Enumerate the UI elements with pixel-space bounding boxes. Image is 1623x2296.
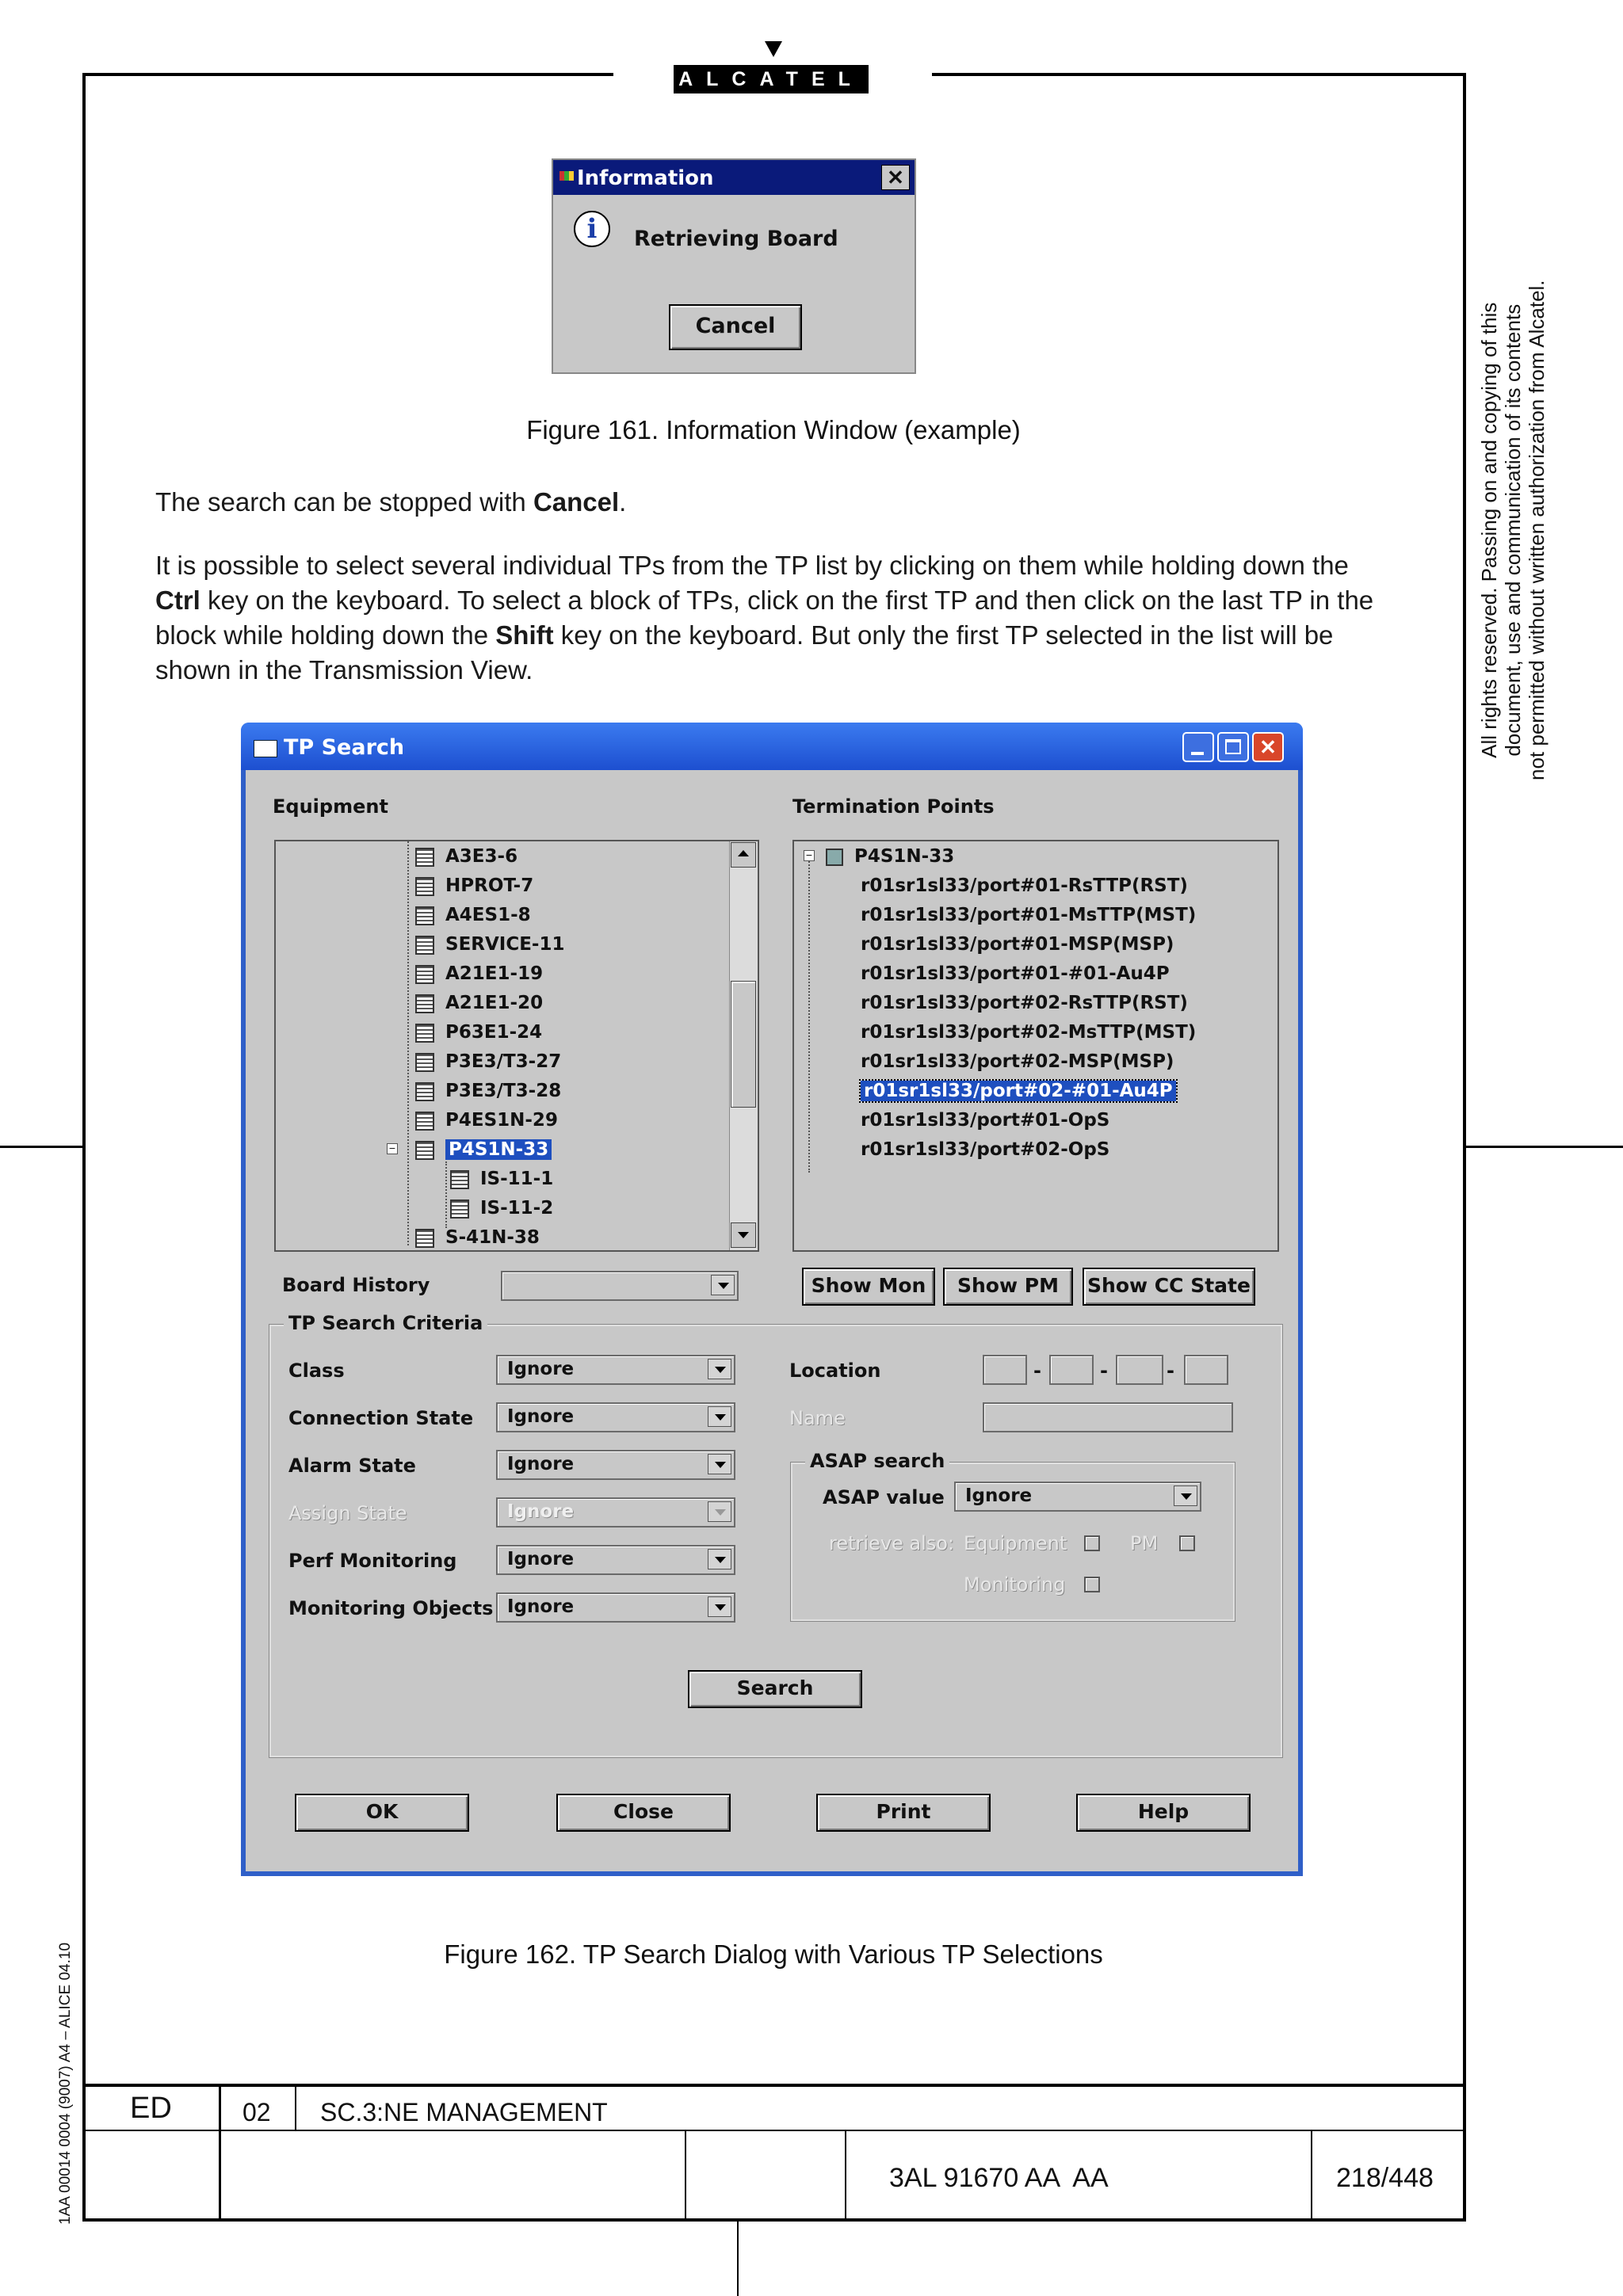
name-field [983,1402,1233,1432]
chevron-down-icon [708,1596,731,1617]
close-icon[interactable]: ✕ [1252,732,1284,762]
chevron-down-icon [708,1359,731,1379]
tp-item[interactable]: r01sr1sl33/port#01-MSP(MSP) [861,934,1174,955]
tp-item[interactable]: r01sr1sl33/port#01-RsTTP(RST) [861,875,1188,896]
scroll-up-icon[interactable] [731,842,756,868]
chevron-down-icon [708,1501,731,1522]
close-button[interactable]: Close [556,1794,731,1832]
search-button[interactable]: Search [688,1670,862,1708]
tree-item[interactable]: P4ES1N-29 [415,1107,558,1134]
figure-162-caption: Figure 162. TP Search Dialog with Various TP Selections [444,1939,1103,1969]
collapse-icon[interactable]: − [804,850,815,861]
location-field-1[interactable] [983,1355,1027,1385]
alcatel-logo: ALCATEL [674,65,869,93]
window-icon [254,740,277,757]
footer-section: SC.3:NE MANAGEMENT [320,2098,608,2126]
equipment-scrollbar[interactable] [729,841,758,1250]
board-history-select[interactable] [501,1271,739,1301]
print-button[interactable]: Print [816,1794,991,1832]
location-field-3[interactable] [1116,1355,1163,1385]
tree-item[interactable]: P63E1-24 [415,1019,542,1046]
board-icon [450,1199,469,1219]
frame-top-right [932,73,1466,76]
chevron-down-icon [708,1454,731,1474]
information-window: Information ✕ i Retrieving Board Cancel [552,158,916,374]
minimize-icon[interactable] [1182,732,1214,762]
board-icon [415,1082,434,1101]
tree-item[interactable]: A21E1-19 [415,960,543,987]
tree-item[interactable]: S-41N-38 [415,1224,540,1251]
side-mark-left [0,1146,82,1148]
board-icon [450,1170,469,1189]
scroll-thumb[interactable] [731,981,756,1108]
app-icon [559,171,574,181]
tree-item[interactable]: IS-11-1 [450,1165,553,1192]
copyright-notice: All rights reserved. Passing on and copying of this document, use and communication of its contents not permitted without written authorization from Alcatel. [1477,280,1549,780]
board-icon [415,877,434,896]
board-icon [415,848,434,867]
board-icon [415,1141,434,1160]
frame-left [82,73,86,2222]
cancel-button[interactable]: Cancel [669,304,802,350]
show-mon-button[interactable]: Show Mon [802,1268,935,1306]
tp-item[interactable]: r01sr1sl33/port#02-RsTTP(RST) [861,993,1188,1013]
tp-root-item[interactable]: P4S1N-33 [826,843,954,870]
info-icon: i [574,211,610,247]
monitoring-checkbox [1084,1577,1100,1592]
footer-page-number: 218/448 [1336,2163,1434,2193]
tree-item[interactable]: A4ES1-8 [415,902,531,929]
alarm-state-select[interactable]: Ignore [496,1450,735,1480]
connection-state-select[interactable]: Ignore [496,1402,735,1432]
board-icon [415,1024,434,1043]
paragraph-cancel: The search can be stopped with Cancel. [155,487,627,517]
tp-search-dialog [241,723,1303,1876]
tp-item[interactable]: r01sr1sl33/port#01-OpS [861,1110,1110,1131]
tp-item[interactable]: r01sr1sl33/port#02-MSP(MSP) [861,1051,1174,1072]
tp-dialog-body: Equipment Termination Points A3E3-6 HPROT-7 A4ES1-8 SERVICE-11 A21E1-19 A21E1-20 P63E1-24 P3E3/T3-27 P3E3/T3-28 P4ES1N-29 − P4S1N-33 IS-11-1 IS-11-2 S-41N-38 − P4S1N-33 r01sr1sl33/port#01-RsTTP(RST) r01sr1sl33/port#01-MsTTP(MST) r01sr1sl33/port#01-MSP(MSP) r01sr1sl33/port#01-#01-Au4P r01sr1sl33/port#02-RsTTP(RST) r01sr1sl33/port#02-MsTTP(MST) r01sr1sl33/port#02-MSP(MSP) r01sr1sl33/port#02-#01-Au4P r01sr1sl33/port#01-OpS r01sr1sl33/port#02-OpS Board History Show Mon Show PM Show CC State TP Search Criteria Class Ignore Connection State Ignore Alarm State Ignore Assign State Ignore Perf Monitoring Ignore Monitoring Objects Ignore Location - - - Name ASAP search ASAP value Ignore retrieve also: Equipment PM Monitoring Search OK Close Print Help [246,770,1298,1871]
board-icon [415,1053,434,1072]
tree-item[interactable]: P3E3/T3-27 [415,1048,561,1075]
asap-value-select[interactable]: Ignore [954,1482,1201,1512]
tree-item[interactable]: P3E3/T3-28 [415,1077,561,1104]
equipment-checkbox [1084,1535,1100,1551]
paragraph-selection: It is possible to select several individual TPs from the TP list by clicking on them while holding down the Ctrl key on the keyboard. To select a block of TPs, click on the first TP and then click on the last TP in the block while holding down the Shift key on the keyboard. But only the first TP selected in the list will be shown in the Transmission View. [155,551,1374,685]
ok-button[interactable]: OK [295,1794,469,1832]
info-titlebar: Information ✕ [553,160,915,195]
chevron-down-icon [708,1406,731,1427]
info-close-button[interactable]: ✕ [881,165,910,190]
collapse-icon[interactable]: − [387,1143,398,1154]
location-field-4[interactable] [1184,1355,1228,1385]
location-field-2[interactable] [1049,1355,1094,1385]
termination-points-tree[interactable] [792,840,1279,1252]
scroll-down-icon[interactable] [731,1222,756,1248]
perf-monitoring-select[interactable]: Ignore [496,1545,735,1575]
side-mark-right [1466,1146,1623,1148]
board-icon [415,1229,434,1248]
document-code: 1AA 00014 0004 (9007) A4 – ALICE 04.10 [57,1942,74,2225]
tree-item[interactable]: IS-11-2 [450,1195,553,1222]
board-icon [415,906,434,925]
equipment-tree[interactable] [274,840,759,1252]
tp-titlebar: TP Search ✕ [241,723,1303,770]
board-icon [826,849,843,866]
board-icon [415,936,434,955]
tree-item[interactable]: HPROT-7 [415,872,533,899]
monitoring-objects-select[interactable]: Ignore [496,1592,735,1623]
tp-item[interactable]: r01sr1sl33/port#02-OpS [861,1139,1110,1160]
frame-top-left [82,73,613,76]
tp-item[interactable]: r01sr1sl33/port#02-MsTTP(MST) [861,1022,1197,1043]
chevron-down-icon [708,1549,731,1569]
tp-item-selected[interactable]: r01sr1sl33/port#02-#01-Au4P [861,1077,1176,1104]
footer-doc-number: 3AL 91670 AA AA [889,2163,1109,2193]
maximize-icon[interactable] [1217,732,1249,762]
tp-item[interactable]: r01sr1sl33/port#01-MsTTP(MST) [861,905,1197,925]
board-icon [415,1112,434,1131]
class-select[interactable]: Ignore [496,1355,735,1385]
figure-161-caption: Figure 161. Information Window (example) [526,415,1021,444]
board-icon [415,965,434,984]
chevron-down-icon [1174,1486,1197,1506]
chevron-down-icon [711,1275,735,1295]
tree-item[interactable]: SERVICE-11 [415,931,565,958]
logo-triangle-icon [765,41,782,57]
show-pm-button[interactable]: Show PM [943,1268,1073,1306]
footer-ed-number: 02 [242,2098,271,2126]
tree-item[interactable]: A3E3-6 [415,843,517,870]
footer-ed: ED [130,2092,172,2125]
assign-state-select: Ignore [496,1497,735,1527]
pm-checkbox [1179,1535,1195,1551]
board-icon [415,994,434,1013]
help-button[interactable]: Help [1076,1794,1251,1832]
tp-item[interactable]: r01sr1sl33/port#01-#01-Au4P [861,963,1170,984]
tree-item[interactable]: A21E1-20 [415,990,543,1016]
tree-item-selected[interactable]: P4S1N-33 [415,1136,552,1163]
show-cc-state-button[interactable]: Show CC State [1083,1268,1255,1306]
